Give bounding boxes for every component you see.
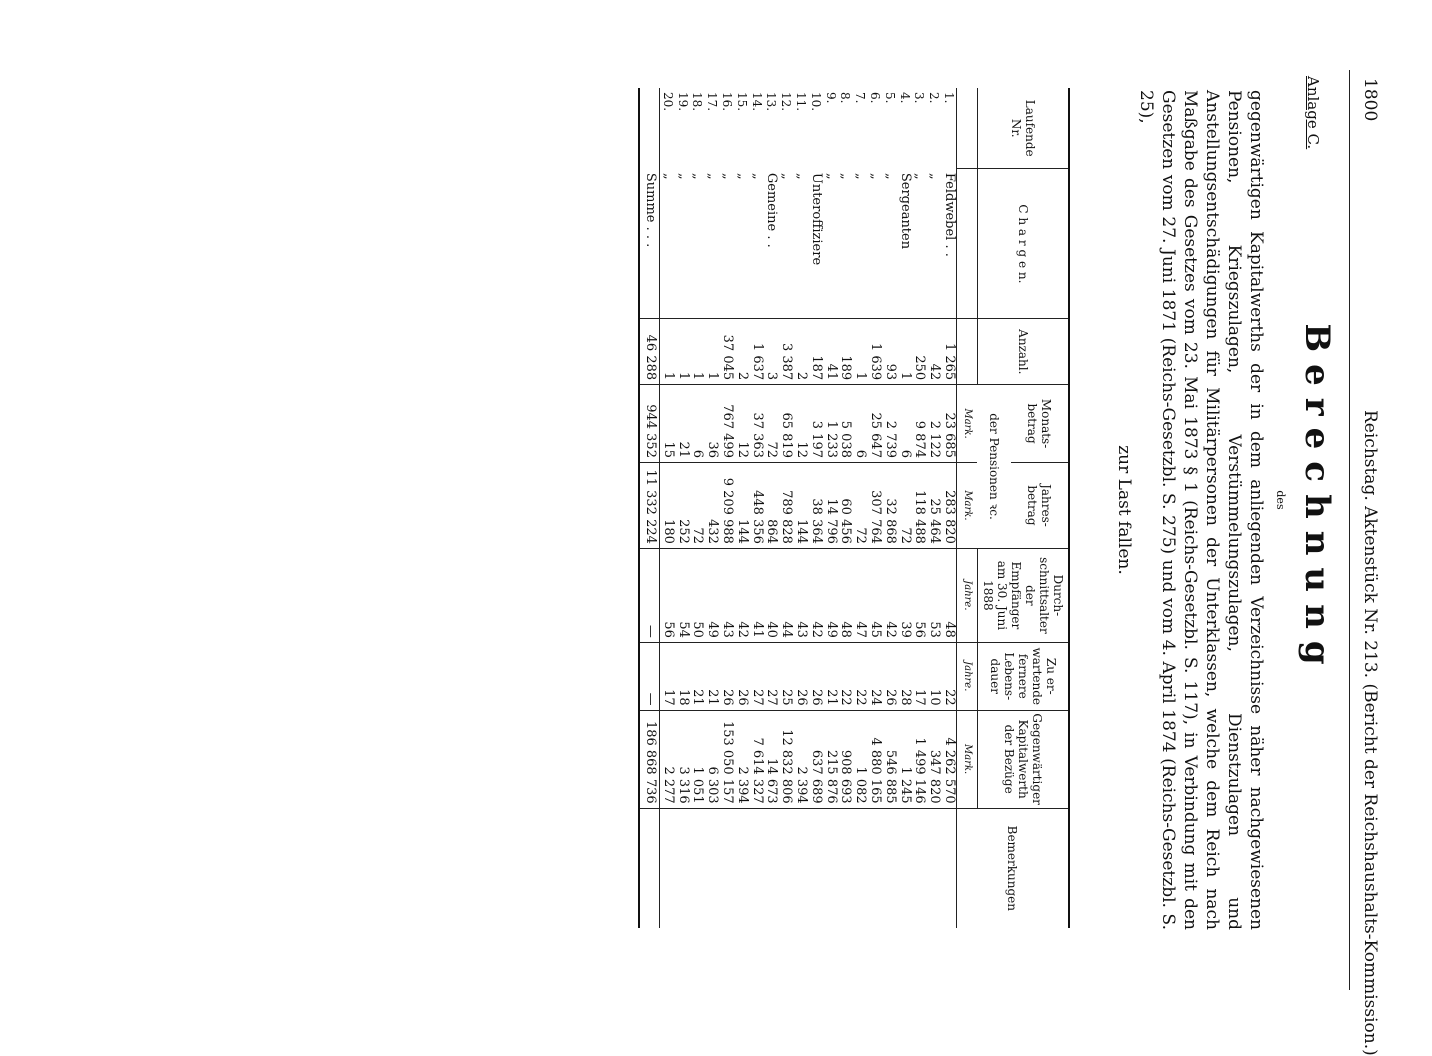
sum-bemerkungen: [639, 808, 659, 928]
row-monatsbetrag: 1 233: [823, 385, 838, 463]
row-anzahl: 1: [897, 319, 912, 385]
row-anzahl: 42: [926, 319, 941, 385]
row-monatsbetrag: 6: [897, 385, 912, 463]
row-monatsbetrag: 9 874: [912, 385, 927, 463]
row-anzahl: 250: [912, 319, 927, 385]
row-charge: „: [720, 172, 736, 180]
table-row: [882, 88, 897, 928]
row-number: 3.: [912, 92, 927, 104]
row-jahresbetrag: 118 488: [912, 462, 927, 548]
row-anzahl: 1: [675, 319, 690, 385]
row-durchschnittsalter: 41: [749, 548, 764, 642]
row-anzahl: 1: [660, 319, 675, 385]
col-header-jahres: Jahres-betrag: [1011, 462, 1069, 548]
row-kapitalwerth: 347 820: [926, 710, 941, 808]
table-row: [734, 88, 749, 928]
row-lebensdauer: 26: [808, 642, 823, 710]
row-jahresbetrag: 252: [675, 462, 690, 548]
row-lebensdauer: 21: [704, 642, 719, 710]
col-header-durchschnitt: Durch-schnittsalter der Empfänger am 30. Juni 1888: [978, 548, 1070, 642]
table-row: [808, 88, 823, 928]
row-durchschnittsalter: 53: [926, 548, 941, 642]
row-charge: „: [749, 172, 765, 180]
row-lebensdauer: 22: [941, 642, 956, 710]
row-bemerkungen: [675, 808, 690, 928]
row-kapitalwerth: 3 316: [675, 710, 690, 808]
sum-number: [639, 88, 659, 169]
header-rule: [1349, 70, 1350, 990]
row-durchschnittsalter: 43: [793, 548, 808, 642]
row-number: 15.: [734, 92, 749, 112]
row-durchschnittsalter: 48: [941, 548, 956, 642]
row-charge: „: [734, 172, 750, 180]
row-jahresbetrag: 25 464: [926, 462, 941, 548]
sum-monatsbetrag: 944 352: [639, 385, 659, 463]
table-row: [793, 88, 808, 928]
row-kapitalwerth: 1 499 146: [912, 710, 927, 808]
row-monatsbetrag: 6: [690, 385, 705, 463]
row-charge: „: [823, 172, 839, 180]
row-kapitalwerth: 4 880 165: [867, 710, 882, 808]
pension-table: [638, 88, 1070, 928]
row-durchschnittsalter: 48: [838, 548, 853, 642]
col-unit-anzahl: [957, 319, 978, 385]
row-kapitalwerth: 14 673: [764, 710, 779, 808]
row-charge: „: [690, 172, 706, 180]
row-lebensdauer: 26: [793, 642, 808, 710]
row-monatsbetrag: 25 647: [867, 385, 882, 463]
row-charge: „: [912, 172, 928, 180]
row-number: 7.: [853, 92, 868, 104]
row-bemerkungen: [749, 808, 764, 928]
row-lebensdauer: 10: [926, 642, 941, 710]
row-anzahl: 1 639: [867, 319, 882, 385]
table-row: [675, 88, 690, 928]
row-number: 6.: [868, 92, 883, 104]
sum-kapitalwerth: 186 868 736: [639, 710, 659, 808]
row-bemerkungen: [823, 808, 838, 928]
row-lebensdauer: 21: [690, 642, 705, 710]
table-row: [867, 88, 882, 928]
row-jahresbetrag: 144: [734, 462, 749, 548]
title-des: des: [1274, 490, 1287, 510]
row-jahresbetrag: 14 796: [823, 462, 838, 548]
table-row: [838, 88, 853, 928]
row-lebensdauer: 28: [897, 642, 912, 710]
table-body: [639, 88, 956, 928]
row-anzahl: 3 387: [778, 319, 793, 385]
row-monatsbetrag: 36: [704, 385, 719, 463]
sum-jahresbetrag: 11 332 224: [639, 462, 659, 548]
row-number: 8.: [838, 92, 853, 104]
table-row: [926, 88, 941, 928]
col-unit-lfd: [957, 88, 978, 169]
row-durchschnittsalter: 43: [719, 548, 734, 642]
row-kapitalwerth: 215 876: [823, 710, 838, 808]
row-jahresbetrag: 38 364: [808, 462, 823, 548]
table-row: [719, 88, 734, 928]
row-lebensdauer: 26: [882, 642, 897, 710]
row-jahresbetrag: 72: [690, 462, 705, 548]
row-bemerkungen: [926, 808, 941, 928]
row-bemerkungen: [719, 808, 734, 928]
row-anzahl: 1: [704, 319, 719, 385]
row-bemerkungen: [852, 808, 867, 928]
row-durchschnittsalter: 47: [852, 548, 867, 642]
row-lebensdauer: 17: [912, 642, 927, 710]
row-bemerkungen: [704, 808, 719, 928]
row-bemerkungen: [778, 808, 793, 928]
table-row: [852, 88, 867, 928]
row-kapitalwerth: 4 262 570: [941, 710, 956, 808]
row-durchschnittsalter: 40: [764, 548, 779, 642]
row-charge: „: [868, 172, 884, 180]
row-number: 19.: [675, 92, 690, 112]
row-anzahl: 1 637: [749, 319, 764, 385]
row-bemerkungen: [897, 808, 912, 928]
row-bemerkungen: [838, 808, 853, 928]
row-durchschnittsalter: 56: [912, 548, 927, 642]
row-number: 20.: [660, 92, 675, 112]
row-number: 4.: [897, 92, 912, 104]
table-row: [690, 88, 705, 928]
row-anzahl: 2: [793, 319, 808, 385]
col-header-kapitalwerth: Gegenwärtiger Kapitalwerth der Bezüge: [978, 710, 1070, 808]
table-row: [941, 88, 956, 928]
row-kapitalwerth: 1 245: [897, 710, 912, 808]
row-monatsbetrag: 23 685: [941, 385, 956, 463]
row-charge: „: [705, 172, 721, 180]
row-jahresbetrag: 789 828: [778, 462, 793, 548]
row-charge: „: [675, 172, 691, 180]
row-kapitalwerth: 546 885: [882, 710, 897, 808]
intro-paragraph: [1113, 90, 1267, 930]
row-number: 12.: [779, 92, 794, 112]
row-lebensdauer: 27: [764, 642, 779, 710]
row-charge: Unteroffiziere: [808, 172, 824, 266]
row-charge: „: [882, 172, 898, 180]
row-charge: Feldwebel . .: [942, 172, 957, 257]
col-header-monats: Monats-betrag: [1011, 385, 1069, 463]
table-row: [778, 88, 793, 928]
row-anzahl: 1 265: [941, 319, 956, 385]
col-header-lebensdauer: Zu er-wartende fernere Lebens-dauer: [978, 642, 1070, 710]
row-number: 5.: [882, 92, 897, 104]
sum-label: Summe . . .: [639, 169, 659, 319]
row-lebensdauer: 27: [749, 642, 764, 710]
table-row: [823, 88, 838, 928]
intro-text: gegenwärtigen Kapitalwerths der in dem anliegenden Verzeichnisse näher nachgewiesenen Pensionen, Kriegszulagen, Verstümmelungszulagen, Dienstzulagen und Anstellungsentschädigungen für Militärpersonen der Unterklassen, welche dem Reich nach Maßgabe des Gesetzes vom 23. Mai 1873 § 1 (Reichs-Gesetzbl. S. 117), in Verbindung mit den Gesetzen vom 27. Juni 1871 (Reichs-Gesetzbl. S. 275) und vom 4. April 1874 (Reichs-Gesetzbl. S. 25),: [1136, 90, 1266, 930]
row-monatsbetrag: 6: [852, 385, 867, 463]
col-unit-jahres: Mark.: [957, 462, 978, 548]
row-kapitalwerth: 637 689: [808, 710, 823, 808]
intro-last-line: zur Last fallen.: [1114, 445, 1134, 575]
row-lebensdauer: 22: [838, 642, 853, 710]
table-row: [704, 88, 719, 928]
table-row: [897, 88, 912, 928]
row-lebensdauer: 26: [734, 642, 749, 710]
row-anzahl: 1: [690, 319, 705, 385]
row-durchschnittsalter: 50: [690, 548, 705, 642]
table-row: [660, 88, 675, 928]
row-anzahl: 3: [764, 319, 779, 385]
col-unit-lebensdauer: Jahre.: [957, 642, 978, 710]
row-durchschnittsalter: 39: [897, 548, 912, 642]
row-jahresbetrag: 180: [660, 462, 675, 548]
table-row: [912, 88, 927, 928]
row-durchschnittsalter: 44: [778, 548, 793, 642]
row-lebensdauer: 18: [675, 642, 690, 710]
row-durchschnittsalter: 49: [823, 548, 838, 642]
row-jahresbetrag: 32 868: [882, 462, 897, 548]
row-anzahl: 93: [882, 319, 897, 385]
row-charge: Gemeine . .: [764, 172, 780, 248]
table-row: [764, 88, 779, 928]
row-jahresbetrag: 9 209 988: [719, 462, 734, 548]
row-number: 11.: [794, 92, 809, 112]
row-anzahl: 41: [823, 319, 838, 385]
row-durchschnittsalter: 42: [882, 548, 897, 642]
row-lebensdauer: 24: [867, 642, 882, 710]
row-monatsbetrag: 5 038: [838, 385, 853, 463]
row-lebensdauer: 26: [719, 642, 734, 710]
col-unit-charge: [957, 169, 978, 319]
row-jahresbetrag: 283 820: [941, 462, 956, 548]
row-charge: „: [927, 172, 943, 180]
row-number: 13.: [764, 92, 779, 112]
row-lebensdauer: 17: [660, 642, 675, 710]
row-bemerkungen: [734, 808, 749, 928]
row-number: 10.: [808, 92, 823, 112]
row-jahresbetrag: 864: [764, 462, 779, 548]
row-kapitalwerth: 2 394: [734, 710, 749, 808]
row-number: 1.: [942, 92, 956, 104]
row-anzahl: 2: [734, 319, 749, 385]
col-header-pension-group: der Pensionen ꝛc.: [978, 385, 1011, 549]
row-monatsbetrag: 3 197: [808, 385, 823, 463]
col-header-lfd: Laufende Nr.: [978, 88, 1070, 169]
row-jahresbetrag: 448 356: [749, 462, 764, 548]
row-monatsbetrag: 15: [660, 385, 675, 463]
row-kapitalwerth: 1 051: [690, 710, 705, 808]
row-kapitalwerth: 7 614 327: [749, 710, 764, 808]
col-header-bemerkungen: Bemerkungen: [957, 808, 1070, 928]
row-monatsbetrag: 767 499: [719, 385, 734, 463]
annex-label: Anlage C.: [1304, 76, 1322, 150]
row-charge: „: [794, 172, 810, 180]
row-durchschnittsalter: 49: [704, 548, 719, 642]
row-bemerkungen: [660, 808, 675, 928]
row-number: 18.: [690, 92, 705, 112]
page-number: 1800: [1360, 78, 1380, 122]
row-kapitalwerth: 1 082: [852, 710, 867, 808]
pension-table-wrapper: [638, 88, 1070, 928]
sum-lebensdauer: —: [639, 642, 659, 710]
row-number: 2.: [927, 92, 942, 104]
row-kapitalwerth: 6 303: [704, 710, 719, 808]
col-unit-durchschnitt: Jahre.: [957, 548, 978, 642]
row-anzahl: 1: [852, 319, 867, 385]
row-charge: „: [838, 172, 854, 180]
row-jahresbetrag: 432: [704, 462, 719, 548]
row-kapitalwerth: 2 277: [660, 710, 675, 808]
row-number: 14.: [749, 92, 764, 112]
row-lebensdauer: 21: [823, 642, 838, 710]
row-monatsbetrag: 37 363: [749, 385, 764, 463]
row-charge: Sergeanten: [897, 172, 913, 250]
row-bemerkungen: [912, 808, 927, 928]
row-durchschnittsalter: 45: [867, 548, 882, 642]
row-number: 17.: [705, 92, 720, 112]
row-jahresbetrag: 307 764: [867, 462, 882, 548]
row-jahresbetrag: 60 456: [838, 462, 853, 548]
row-monatsbetrag: 12: [793, 385, 808, 463]
row-charge: „: [779, 172, 795, 180]
row-jahresbetrag: 72: [852, 462, 867, 548]
table-row: [749, 88, 764, 928]
row-bemerkungen: [690, 808, 705, 928]
row-monatsbetrag: 12: [734, 385, 749, 463]
row-durchschnittsalter: 54: [675, 548, 690, 642]
row-kapitalwerth: 12 832 806: [778, 710, 793, 808]
row-anzahl: 187: [808, 319, 823, 385]
row-monatsbetrag: 21: [675, 385, 690, 463]
col-header-anzahl: Anzahl.: [978, 319, 1070, 385]
row-bemerkungen: [793, 808, 808, 928]
row-monatsbetrag: 2 122: [926, 385, 941, 463]
row-monatsbetrag: 2 739: [882, 385, 897, 463]
table-sum-row: [639, 88, 659, 928]
row-anzahl: 189: [838, 319, 853, 385]
col-unit-kapitalwerth: Mark.: [957, 710, 978, 808]
row-durchschnittsalter: 42: [808, 548, 823, 642]
sum-anzahl: 46 288: [639, 319, 659, 385]
row-bemerkungen: [882, 808, 897, 928]
col-header-charge: C h a r g e n.: [978, 169, 1070, 319]
row-monatsbetrag: 72: [764, 385, 779, 463]
row-bemerkungen: [764, 808, 779, 928]
document-title: Berechnung: [1297, 323, 1337, 677]
row-charge: „: [660, 172, 676, 180]
row-number: 9.: [823, 92, 838, 104]
row-lebensdauer: 22: [852, 642, 867, 710]
row-number: 16.: [720, 92, 735, 112]
row-jahresbetrag: 72: [897, 462, 912, 548]
col-unit-monats: Mark.: [957, 385, 978, 463]
row-durchschnittsalter: 42: [734, 548, 749, 642]
row-kapitalwerth: 153 050 157: [719, 710, 734, 808]
running-title: Reichstag. Aktenstück Nr. 213. (Bericht der Reichshaushalts-Kommission.): [1360, 410, 1380, 1056]
row-charge: „: [853, 172, 869, 180]
row-kapitalwerth: 908 693: [838, 710, 853, 808]
row-durchschnittsalter: 56: [660, 548, 675, 642]
row-kapitalwerth: 2 394: [793, 710, 808, 808]
row-monatsbetrag: 65 819: [778, 385, 793, 463]
row-bemerkungen: [867, 808, 882, 928]
row-bemerkungen: [941, 808, 956, 928]
row-bemerkungen: [808, 808, 823, 928]
sum-durchschnittsalter: —: [639, 548, 659, 642]
row-jahresbetrag: 144: [793, 462, 808, 548]
row-anzahl: 37 045: [719, 319, 734, 385]
running-header: [1350, 20, 1380, 1056]
row-lebensdauer: 25: [778, 642, 793, 710]
